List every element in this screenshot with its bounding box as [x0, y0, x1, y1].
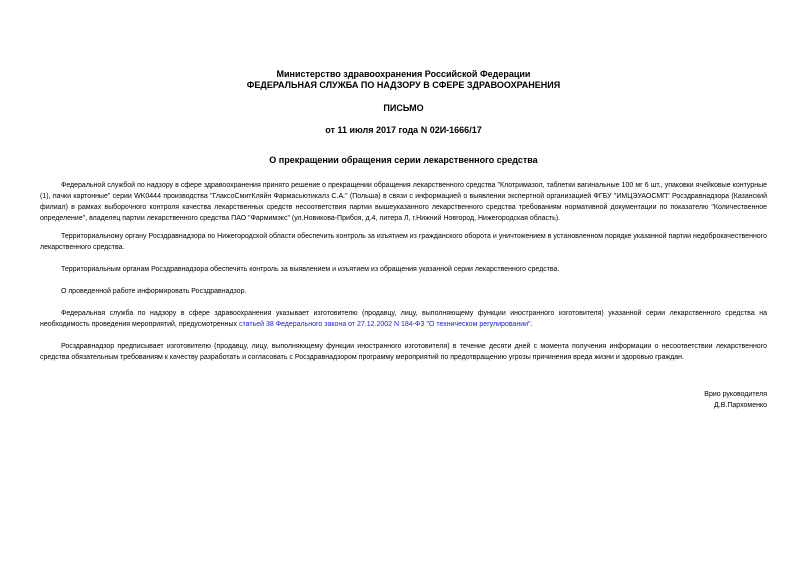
paragraph-manufacturer-notice [40, 308, 767, 330]
paragraph-territorial-control: Территориальным органам Росздравнадзора обеспечить контроль за выявлением и изъятием из обращения указанной серии лекарственного средства. [61, 266, 560, 273]
paragraph-decision: Федеральной службой по надзору в сфере здравоохранения принято решение о прекращении обращения лекарственного средства "Клотримазол, таблетки вагинальные 100 мг 6 шт., упаковки ячейковые контурные (1), пачки картонные" серии WK0444 производства "ГлаксоСмитКляйн Фармасьютикалз С.А." (Польша) в связи с информацией о выявлении экспертной организацией ФГБУ "ИМЦЭУАОСМП" Росздравнадзора (Казанский филиал) в рамках выборочного контроля качества лекарственных средств несоответствия партии вышеуказанного лекарственного средства требованиям нормативной документации по показателю "Количественное определение", владелец партии лекарственного средства ПАО "Фармимэкс" (ул.Новикова-Прибоя, д.4, литера Л, г.Нижний Новгород, Нижегородская область). [40, 182, 767, 222]
document-date-number: от 11 июля 2017 года N 02И-1666/17 [325, 125, 482, 135]
signature-name: Д.В.Пархоменко [714, 402, 767, 409]
ministry-name: Министерство здравоохранения Российской Федерации [276, 69, 531, 79]
paragraph-regional-control: Территориальному органу Росздравнадзора по Нижегородской области обеспечить контроль за изъятием из гражданского оборота и уничтожением в установленном порядке указанной партии недоброкачественного лекарственного средства. [40, 233, 767, 251]
paragraph-inform: О проведенной работе информировать Росздравнадзор. [61, 288, 247, 295]
document-type: ПИСЬМО [383, 103, 424, 113]
signature-title: Врио руководителя [704, 391, 767, 398]
law-article-link[interactable]: статьей 38 Федерального закона от 27.12.2002 N 184-ФЗ "О техническом регулировании" [239, 321, 531, 328]
service-name: ФЕДЕРАЛЬНАЯ СЛУЖБА ПО НАДЗОРУ В СФЕРЕ ЗДРАВООХРАНЕНИЯ [246, 80, 561, 90]
paragraph-manufacturer-end: . [530, 321, 533, 328]
paragraph-prescription: Росздравнадзор предписывает изготовителю (продавцу, лицу, выполняющему функции иностранного изготовителя) в течение десяти дней с момента получения информации о несоответствии лекарственного средства обязательным требованиям к качеству разработать и согласовать с Росздравнадзором программу мероприятий по предотвращению угрозы причинения вреда жизни и здоровью граждан. [40, 343, 767, 361]
document-subject: О прекращении обращения серии лекарственного средства [269, 155, 538, 165]
paragraph-manufacturer-text: Федеральная служба по надзору в сфере здравоохранения указывает изготовителю (продавцу, лицу, выполняющему функции иностранного изготовителя) указанной серии лекарственного средства на необходимость проведения мероприятий, предусмотренных [40, 310, 767, 328]
